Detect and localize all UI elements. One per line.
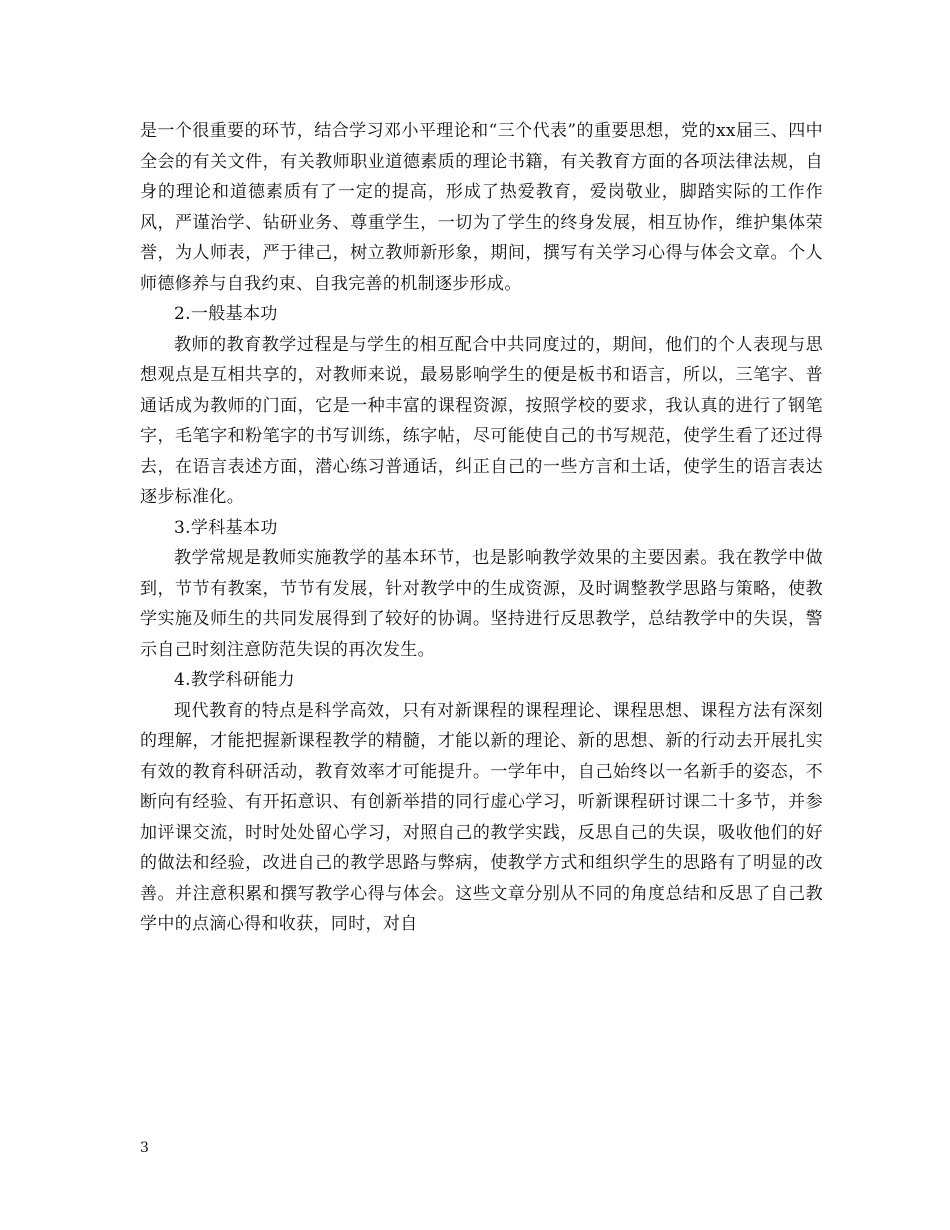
page-number: 3 <box>140 1140 149 1156</box>
section-heading-research-ability: 4.教学科研能力 <box>174 670 296 690</box>
document-body <box>140 116 823 940</box>
paragraph-research-ability: 现代教育的特点是科学高效，只有对新课程的课程理论、课程思想、课程方法有深刻的理解，才能把握新课程教学的精髓，才能以新的理论、新的思想、新的行动去开展扎实有效的教育科研活动，教育效率才可能提升。一学年中，自己始终以一名新手的姿态，不断向有经验、有开拓意识、有创新举措的同行虚心学习，听新课程研讨课二十多节，并参加评课交流，时时处处留心学习，对照自己的教学实践，反思自己的失误，吸收他们的好的做法和经验，改进自己的教学思路与弊病，使教学方式和组织学生的思路有了明显的改善。并注意积累和撰写教学心得与体会。这些文章分别从不同的角度总结和反思了自己教学中的点滴心得和收获，同时，对自 <box>140 700 823 934</box>
paragraph-general-skills: 教师的教育教学过程是与学生的相互配合中共同度过的，期间，他们的个人表现与思想观点是互相共享的，对教师来说，最易影响学生的便是板书和语言，所以，三笔字、普通话成为教师的门面，它是一种丰富的课程资源，按照学校的要求，我认真的进行了钢笔字，毛笔字和粉笔字的书写训练，练字帖，尽可能使自己的书写规范，使学生看了还过得去，在语言表述方面，潜心练习普通话，纠正自己的一些方言和土话，使学生的语言表达逐步标准化。 <box>140 334 823 507</box>
section-heading-subject-skills: 3.学科基本功 <box>174 517 278 538</box>
section-heading-general-skills: 2.一般基本功 <box>174 304 278 324</box>
paragraph-subject-skills: 教学常规是教师实施教学的基本环节，也是影响教学效果的主要因素。我在教学中做到，节节有教案，节节有发展，针对教学中的生成资源，及时调整教学思路与策略，使教学实施及师生的共同发展得到了较好的协调。坚持进行反思教学，总结教学中的失误，警示自己时刻注意防范失误的再次发生。 <box>140 548 823 660</box>
paragraph-continuation: 是一个很重要的环节，结合学习邓小平理论和“三个代表”的重要思想，党的xx届三、四中全会的有关文件，有关教师职业道德素质的理论书籍，有关教育方面的各项法律法规，自身的理论和道德素质有了一定的提高，形成了热爱教育，爱岗敬业，脚踏实际的工作作风，严谨治学、钻研业务、尊重学生，一切为了学生的终身发展，相互协作，维护集体荣誉，为人师表，严于律己，树立教师新形象，期间，撰写有关学习心得与体会文章。个人师德修养与自我约束、自我完善的机制逐步形成。 <box>140 121 823 294</box>
